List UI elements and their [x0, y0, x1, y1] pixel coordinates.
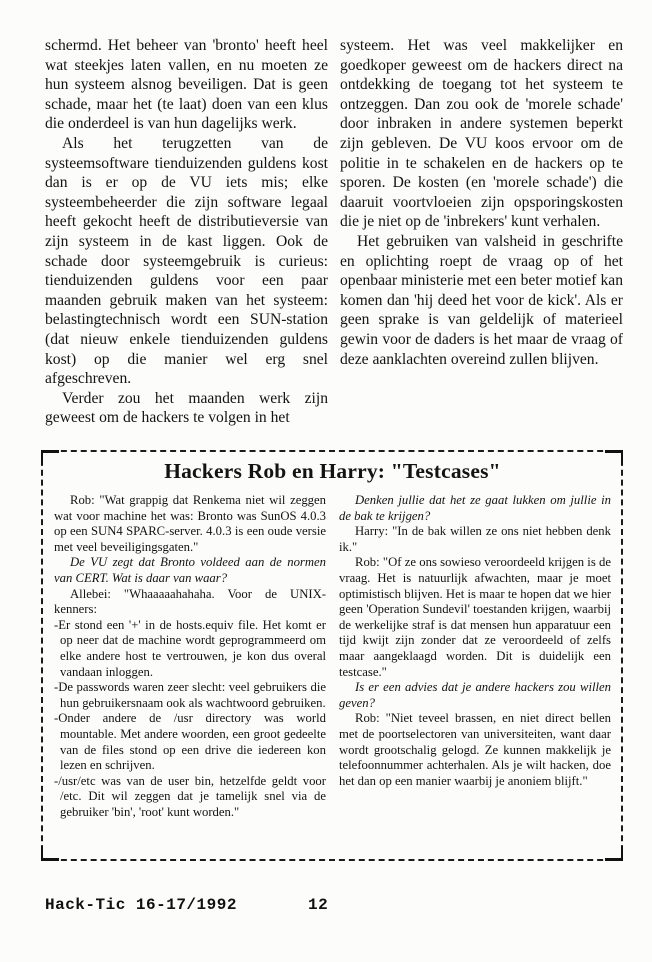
- interview-list-item: -Onder andere de /usr directory was world mountable. Met andere woorden, een groot gedeelte van de files stond op een drive die iedereen kon lezen en schrijven.: [54, 711, 326, 773]
- box-corner-bottom-right: [605, 846, 623, 861]
- interview-title: Hackers Rob en Harry: "Testcases": [164, 459, 501, 483]
- paragraph: Het gebruiken van valsheid in geschrifte en oplichting roept de vraag op of het openbaar ministerie met een beter motief kan komen dan 'hij deed het voor de kick'. Als er geen sprake is van geldelijk of materieel gewin voor de daders is het maar de vraag of deze aanklachten overeind zullen blijven.: [340, 232, 623, 368]
- box-corner-bottom-left: [41, 846, 59, 861]
- article-column-left: [45, 36, 328, 428]
- interview-question: De VU zegt dat Bronto voldeed aan de normen van CERT. Wat is daar van waar?: [54, 555, 326, 585]
- interview-box: [41, 450, 623, 861]
- journal-issue: Hack-Tic 16-17/1992: [45, 896, 237, 914]
- interview-question: Denken jullie dat het ze gaat lukken om jullie in de bak te krijgen?: [339, 493, 611, 523]
- page-footer: [45, 896, 605, 914]
- interview-column-right: [339, 493, 611, 820]
- interview-question: Is er een advies dat je andere hackers zou willen geven?: [339, 680, 611, 710]
- interview-answer: Rob: "Niet teveel brassen, en niet direct bellen met de poortselectoren van universiteiten, want daar wordt grootschalig gelogd. Ze kunnen makkelijk je telefoonnummer achterhalen. Als je wilt hacken, doe het dan op een manier waarbij je anoniem blijft.": [339, 711, 611, 788]
- paragraph: Als het terugzetten van de systeemsoftware tienduizenden guldens kost dan is er op de VU iets mis; elke systeembeheerder die zijn software legaal heeft gekocht heeft de distributieversie van zijn systeem in de kast liggen. Ook de schade door systeemgebruik is curieus: tienduizenden guldens voor een paar maanden gebruik maken van het systeem: belastingtechnisch wordt een SUN-station (dat nieuw enkele tienduizenden guldens kost) op die manier wel erg snel afgeschreven.: [45, 134, 328, 388]
- interview-answer: Harry: "In de bak willen ze ons niet hebben denk ik.": [339, 524, 611, 554]
- interview-list-item: -De passwords waren zeer slecht: veel gebruikers die hun gebruikersnaam ook als wachtwoord gebruiken.: [54, 680, 326, 710]
- interview-answer: Rob: "Wat grappig dat Renkema niet wil zeggen wat voor machine het was: Bronto was SunOS 4.0.3 op een SUN4 SPARC-server. 4.0.3 is een oude versie met veel beveiligingsgaten.": [54, 493, 326, 554]
- interview-list-item: -Er stond een '+' in de hosts.equiv file. Het komt er op neer dat de machine wordt geprogrammeerd om elke andere host te vertrouwen, je kon dus overal vandaan inloggen.: [54, 617, 326, 679]
- box-corner-top-left: [41, 450, 59, 465]
- interview-column-left: [54, 493, 326, 820]
- page-number: 12: [308, 896, 329, 914]
- paragraph: systeem. Het was veel makkelijker en goedkoper geweest om de hackers direct na ontdekking de toegang tot het systeem te ontzeggen. Dan zou ook de 'morele schade' door inbraken in andere systemen beperkt zijn gebleven. De VU koos ervoor om de politie in te schakelen en de hackers op te sporen. De kosten (en 'morele schade') die daaruit voortvloeien zijn opsporingskosten die je niet op de 'inbrekers' kunt verhalen.: [340, 37, 623, 231]
- box-corner-top-right: [605, 450, 623, 465]
- interview-columns: [54, 493, 611, 820]
- paragraph: Verder zou het maanden werk zijn geweest om de hackers te volgen in het: [45, 389, 328, 427]
- article-column-right: [340, 36, 623, 428]
- interview-answer: Rob: "Of ze ons sowieso veroordeeld krijgen is de vraag. Het is natuurlijk afwachten, maar je moet optimistisch blijven. Het is maar te hopen dat we hier geen 'Operation Sundevil' toestanden krijgen, waarbij de werkelijke straf is dat mensen hun apparatuur een tijd kwijt zijn zonder dat ze veroordeeld of zelfs maar aangeklaagd worden. Dit is duidelijk een testcase.": [339, 555, 611, 679]
- interview-list-item: -/usr/etc was van de user bin, hetzelfde geldt voor /etc. Dit wil zeggen dat je tamelijk snel via de gebruiker 'bin', 'root' kunt worden.": [54, 773, 326, 819]
- article-body: [45, 36, 623, 428]
- paragraph: schermd. Het beheer van 'bronto' heeft heel wat steekjes laten vallen, en nu moeten ze hun systeem alsnog beveiligen. Dat is geen schade, maar het (te laat) doen van een klus die onderdeel is van hun dagelijks werk.: [45, 37, 328, 133]
- interview-answer: Allebei: "Whaaaaahahaha. Voor de UNIX-kenners:: [54, 586, 326, 617]
